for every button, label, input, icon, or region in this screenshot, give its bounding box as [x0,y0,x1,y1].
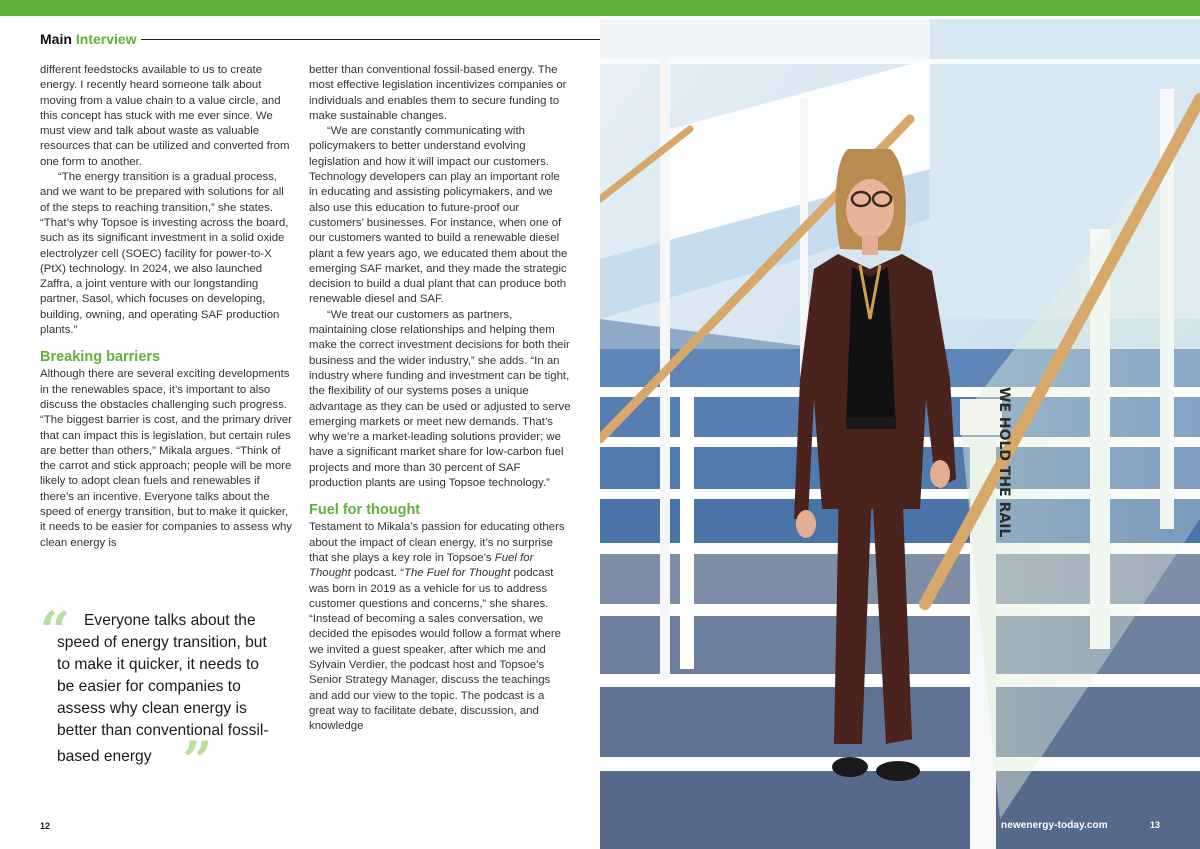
subheading-fuel-for-thought: Fuel for thought [309,502,421,519]
paragraph-segment: podcast was born in 2019 as a vehicle for us to address customer questions and concerns,” she shares. “Instead of becoming a sales conversation, we decided the episodes would follow a format where we invited a guest speaker, after which me and Sylvain Verdier, the podcast host and Topsoe’s Senior Strategy Manager, discuss the teachings and add our view to the topic. The podcast is a great way to facilitate debate, discussion, and knowledge [309,567,562,733]
podcast-title-full: The Fuel for Thought [404,567,511,580]
article-paragraph: Although there are several exciting developments in the renewables space, it’s important to also discuss the obstacles challenging such progress. “The biggest barrier is cost, and the primary driver that can impact this is legislation, but certain rules are better than others,” Mikala argues. “Think of the carrot and stick approach; people will be more likely to adopt clean fuels and renewables if there’s an incentive. Everyone talks about the speed of energy transition, but to make it quicker, it needs to be easier for companies to assess why clean energy is [40,368,292,549]
article-paragraph: “We are constantly communicating with policymakers to better understand evolving legislation and how it will impact our customers. Technology developers can play an important role in educating and assisting policymakers, and we also use this education to future-proof our customers’ businesses. For instance, when one of our customers wanted to build a renewable diesel plant a few years ago, we educated them about the emerging SAF market, and they made the strategic decision to build a dual plant that can produce both renewable diesel and SAF. [309,125,568,306]
section-label: Main [40,31,72,47]
portrait-photo [600,19,1200,849]
page-number-left: 12 [40,821,51,831]
header-rule [141,39,600,40]
top-accent-shade [0,16,600,19]
staircase-illustration [600,19,1200,849]
right-text-column [309,63,571,734]
open-quote-icon: “ [40,601,70,662]
paragraph-segment: Testament to Mikala’s passion for educating others about the impact of clean energy, it’s no surprise that she plays a key role in Topsoe’s [309,521,565,564]
page-number-right: 13 [1150,820,1161,830]
paragraph-segment: podcast. “ [350,567,404,580]
top-accent-bar [0,0,1200,16]
article-paragraph [309,520,571,734]
pull-quote-text: Everyone talks about the speed of energy transition, but to make it quicker, it needs to be easier for companies to assess why clean energy is better than conventional fossil-based energy [57,612,269,765]
close-quote-icon: ” [182,731,213,792]
article-paragraph: “We treat our customers as partners, maintaining close relationships and helping them make the correct investment decisions for both their business and the wider industry,” she adds. “In an industry where funding and investment can be tight, the flexibility of our systems poses a unique advantage as they can be used or adjusted to serve emerging markets or meet new demands. That’s why we’re a market-leading solutions provider; we have a significant market share for low-carbon fuel projects and more than 30 percent of SAF production plants are using Topsoe technology.” [309,308,571,490]
article-paragraph: better than conventional fossil-based energy. The most effective legislation incentivizes companies or individuals and enables them to secure funding to make sustainable changes. [309,64,567,122]
subsection-label: Interview [75,31,137,47]
section-header [40,30,600,48]
podcast-title: Fuel for Thought [309,551,534,580]
pull-quote [40,601,280,792]
article-paragraph: different feedstocks available to us to create energy. I recently heard someone talk about moving from a value chain to a value circle, and this concept has stuck with me ever since. We must view and talk about waste as valuable resources that can be utilized and converted from one form to another. [40,64,290,168]
subheading-breaking-barriers: Breaking barriers [40,349,161,366]
wall-sign-text: WE HOLD THE RAIL [996,387,1012,538]
website-url[interactable]: newenergy-today.com [1001,820,1108,831]
left-text-column [40,63,292,551]
pull-quote-body [40,601,280,792]
article-paragraph: “The energy transition is a gradual process, and we want to be prepared with solutions for all of the steps to reaching transition,” she states. “That’s why Topsoe is investing across the board, such as its significant investment in a solid oxide electrolyzer cell (SOEC) facility for power-to-X (PtX) technology. In 2024, we also launched Zaffra, a joint venture with our longstanding partner, Sasol, which focuses on developing, building, owning, and operating SAF production plants.” [40,171,289,337]
